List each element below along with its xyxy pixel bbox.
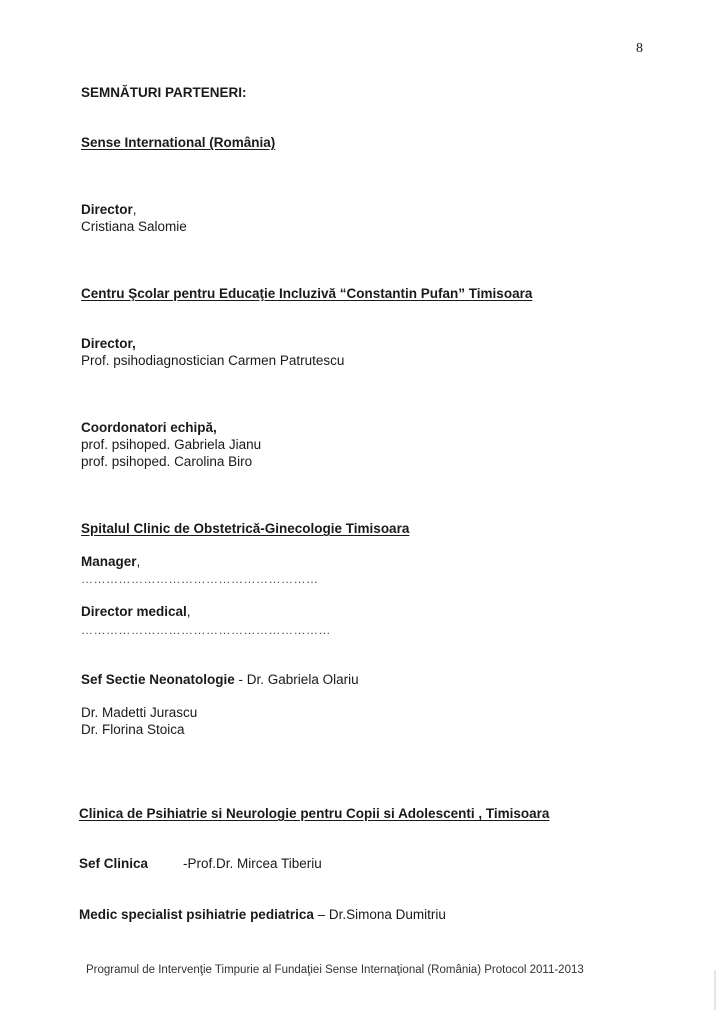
sense-director-line: [81, 201, 137, 218]
org-clinica-psihiatrie: Clinica de Psihiatrie si Neurologie pentru Copii si Adolescenti , Timisoara: [79, 806, 550, 821]
centru-director-role: Director,: [81, 336, 136, 351]
clinica-medic-name: – Dr.Simona Dumitriu: [313, 907, 446, 922]
spital-sef-sectie-role: Sef Sectie Neonatologie: [81, 672, 235, 687]
spital-doctor-2: Dr. Florina Stoica: [81, 722, 185, 737]
org-spitalul-clinic: Spitalul Clinic de Obstetrică-Ginecologie Timisoara: [81, 521, 410, 536]
spital-manager-signature-line: …………………………………………………: [81, 572, 319, 586]
spital-director-medical-line: [81, 603, 191, 620]
spital-manager-line: [81, 553, 140, 570]
page-number: 8: [636, 41, 643, 56]
clinica-sef-line: [79, 855, 148, 872]
centru-director-name: Prof. psihodiagnostician Carmen Patrutescu: [81, 353, 345, 368]
spital-manager-role: Manager: [81, 554, 137, 569]
spital-director-medical-comma: ,: [186, 604, 191, 619]
page-footer: Programul de Intervenţie Timpurie al Fundaţiei Sense Internaţional (România) Protocol 2011-2013: [86, 964, 584, 976]
sense-director-name: Cristiana Salomie: [81, 219, 187, 234]
centru-coordinators-role: Coordonatori echipă,: [81, 420, 217, 435]
page-edge-shadow: [714, 970, 716, 1010]
org-sense-international: Sense International (România): [81, 135, 276, 150]
centru-coordinator-2: prof. psihoped. Carolina Biro: [81, 454, 253, 469]
spital-sef-sectie-line: [81, 671, 359, 688]
spital-director-signature-line: ……………………………………………………: [81, 623, 331, 637]
clinica-medic-role: Medic specialist psihiatrie pediatrica: [79, 907, 314, 922]
signatures-heading: SEMNĂTURI PARTENERI:: [81, 85, 247, 100]
spital-manager-comma: ,: [136, 554, 141, 569]
sense-director-comma: ,: [132, 202, 137, 217]
spital-sef-sectie-name: - Dr. Gabriela Olariu: [234, 672, 359, 687]
spital-doctor-1: Dr. Madetti Jurascu: [81, 705, 198, 720]
spital-director-medical-role: Director medical: [81, 604, 187, 619]
clinica-sef-role: Sef Clinica: [79, 856, 149, 871]
sense-director-role: Director: [81, 202, 133, 217]
centru-coordinator-1: prof. psihoped. Gabriela Jianu: [81, 437, 262, 452]
clinica-sef-name: -Prof.Dr. Mircea Tiberiu: [183, 856, 322, 871]
org-centru-scolar: Centru Şcolar pentru Educaţie Incluzivă “Constantin Pufan” Timisoara: [81, 286, 533, 301]
clinica-medic-line: [79, 906, 446, 923]
